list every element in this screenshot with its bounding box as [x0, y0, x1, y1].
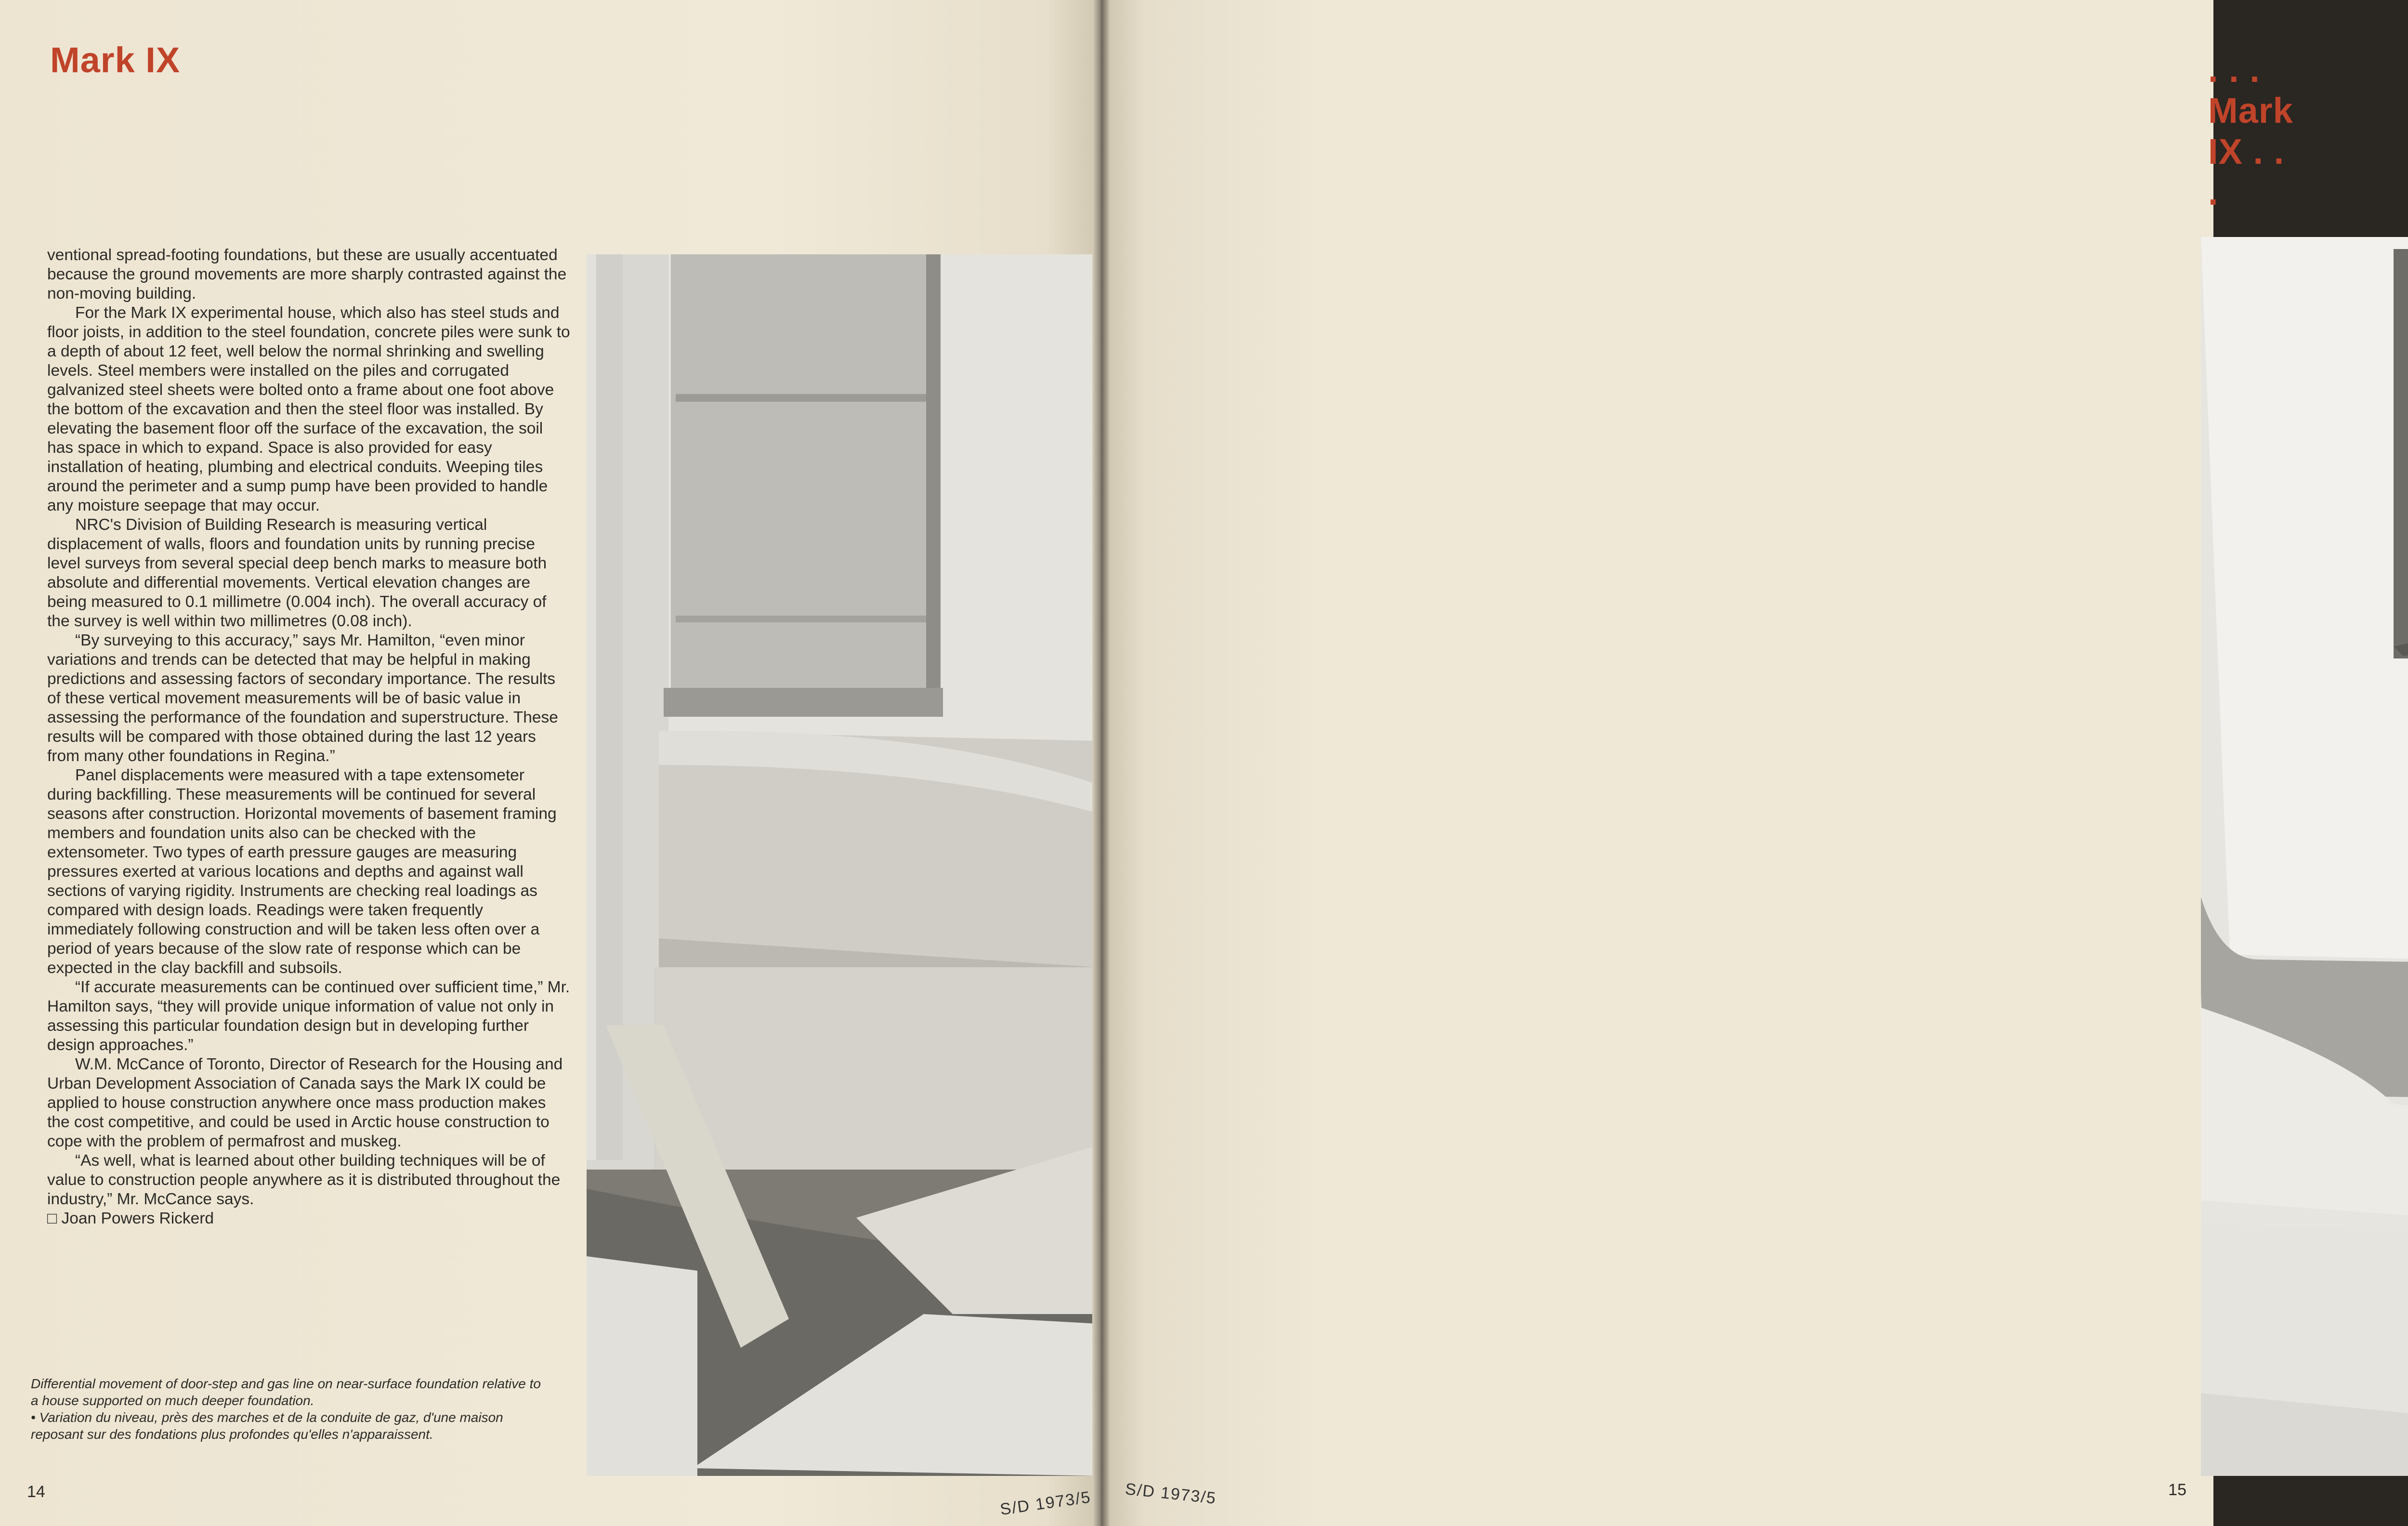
photo-right-half	[2201, 237, 2408, 1476]
left-page-heading: Mark IX	[50, 40, 181, 80]
left-page-number: 14	[27, 1483, 45, 1501]
left-page	[0, 0, 1100, 1526]
right-issue-tag: S/D 1973/5	[1124, 1480, 1217, 1508]
article-paragraph: “As well, what is learned about other building techniques will be of value to construction people anywhere as it is distributed throughout the industry,” Mr. McCance says.	[47, 1152, 561, 1208]
article-paragraph: W.M. McCance of Toronto, Director of Research for the Housing and Urban Development Association of Canada says the Mark IX could be applied to house construction anywhere once mass production makes the cost competitive, and could be used in Arctic house construction to cope with the problem of permafrost and muskeg.	[47, 1055, 563, 1150]
right-page-heading: . . . Mark IX . . .	[2208, 50, 2293, 212]
doorstep-photo-illustration	[587, 254, 1097, 1476]
article-paragraph: “If accurate measurements can be continued over sufficient time,” Mr. Hamilton says, “they will provide unique information of value not only in assessing this particular foundation design but in developing further design approaches.”	[47, 978, 570, 1054]
article-body	[47, 246, 572, 1228]
article-paragraph: ventional spread-footing foundations, but these are usually accentuated because the ground movements are more sharply contrasted against the non-moving building.	[47, 246, 567, 303]
binding-gutter	[1092, 0, 1110, 1526]
right-page-number: 15	[2168, 1481, 2186, 1499]
photo-caption	[31, 1375, 541, 1443]
caption-english: Differential movement of door-step and gas line on near-surface foundation relative to a house supported on much deeper foundation.	[31, 1376, 541, 1408]
article-paragraph: For the Mark IX experimental house, which also has steel studs and floor joists, in addition to the steel foundation, concrete piles were sunk to a depth of about 12 feet, well below the normal shrinking and swelling levels. Steel members were installed on the piles and corrugated galvanized steel sheets were bolted onto a frame about one foot above the bottom of the excavation and then the steel floor was installed. By elevating the basement floor off the surface of the excavation, the soil has space in which to expand. Space is also provided for easy installation of heating, plumbing and electrical conduits. Weeping tiles around the perimeter and a sump pump have been provided to handle any moisture seepage that may occur.	[47, 304, 570, 514]
article-byline: □ Joan Powers Rickerd	[47, 1210, 214, 1227]
gas-line-photo-illustration	[2201, 237, 2408, 1476]
photo-left-half	[587, 254, 1097, 1476]
article-paragraph: “By surveying to this accuracy,” says Mr. Hamilton, “even minor variations and trends can be detected that may be helpful in making predictions and assessing factors of secondary importance. The results of these vertical movement measurements will be of basic value in assessing the performance of the foundation and superstructure. These results will be compared with those obtained during the last 12 years from many other foundations in Regina.”	[47, 631, 558, 765]
right-page	[1100, 0, 2293, 1526]
left-issue-tag: S/D 1973/5	[999, 1487, 1092, 1519]
article-paragraph: Panel displacements were measured with a tape extensometer during backfilling. These measurements will be continued for several seasons after construction. Horizontal movements of basement framing members and foundation units also can be checked with the extensometer. Two types of earth pressure gauges are measuring pressures exerted at various locations and depths and against wall sections of varying rigidity. Instruments are checking real loadings as compared with design loads. Readings were taken frequently immediately following construction and will be taken less often over a period of years because of the slow rate of response which can be expected in the clay backfill and subsoils.	[47, 766, 557, 977]
caption-french: • Variation du niveau, près des marches et de la conduite de gaz, d'une maison reposant sur des fondations plus profondes qu'elles n'apparaissent.	[31, 1410, 503, 1442]
article-paragraph: NRC's Division of Building Research is measuring vertical displacement of walls, floors and foundation units by running precise level surveys from several special deep bench marks to measure both absolute and differential movements. Vertical elevation changes are being measured to 0.1 millimetre (0.004 inch). The overall accuracy of the survey is well within two millimetres (0.08 inch).	[47, 516, 547, 630]
